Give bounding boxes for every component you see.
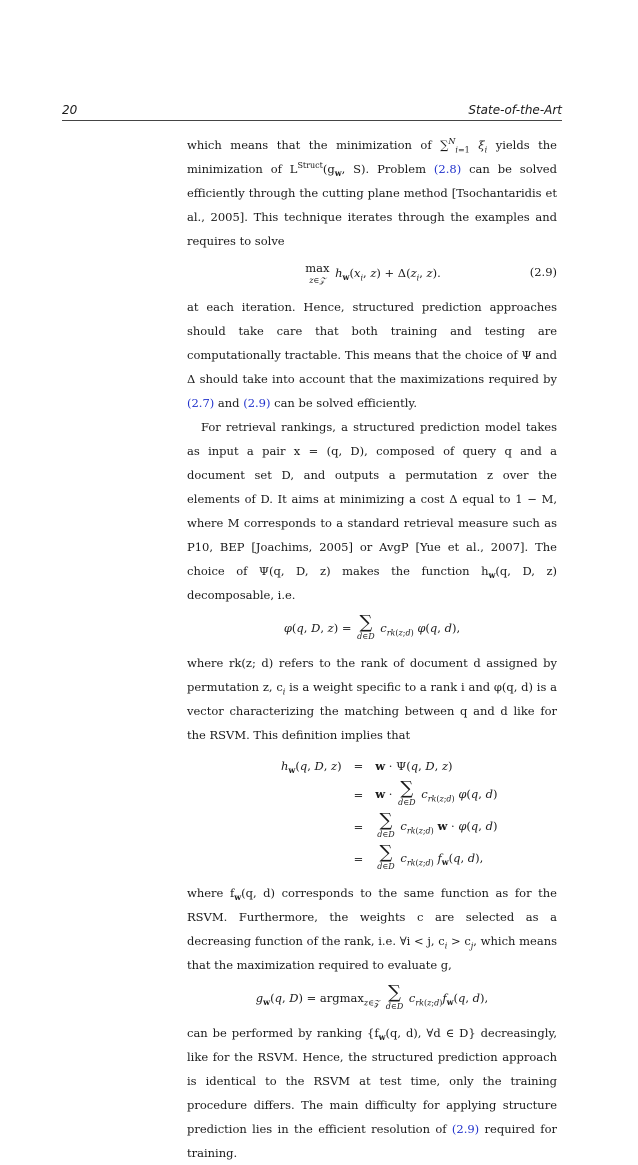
paragraph-4: where rk(z; d) refers to the rank of document d assigned by permutation z, $c_i$ is a weight specific to a rank i and φ(q, d) is a vector characterizing the matching between q and d like for the RSVM. This definition implies that — [187, 656, 557, 742]
equation-h-expansion: $h_w(q$, D, z) = w · Ψ(q, D, z) = w · ∑ d∈D $c_{rk(z;d)}$ φ(q, d) = ∑ d∈D $c_{rk(z;d)}$ w · φ(q, d) = ∑ d∈D $c_{rk(z;d)}$ $f_w(q$, d), — [281, 759, 498, 871]
ref-eq-2-9[interactable]: (2.9) — [243, 396, 271, 410]
paragraph-1: which means that the minimization of ∑$^N_{i=1}$ $\xi_i$ yields the minimization of $L^{Struct}(g_w$, S). Problem (2.8) can be solved efficiently through the cutting plane method [Tsochantaridis et al., 2005]. This technique iterates through the examples and requires to solve — [187, 137, 557, 248]
equation-phi: φ(q, D, z) = ∑ d∈D $c_{rk(z;d)}$ φ(q, d), — [283, 612, 461, 641]
equation-number: (2.9) — [529, 265, 557, 279]
header-rule — [62, 120, 562, 121]
equation-g: $g_w(q$, D) = argmax$_{z\in 𝒵}$ ∑ d∈D $c_{rk(z;d)}f_w(q$, d), — [255, 982, 489, 1011]
paragraph-2: at each iteration. Hence, structured prediction approaches should take care that both training and testing are computationally tractable. This means that the choice of Ψ and Δ should take into account that the maximizations required by (2.7) and (2.9) can be solved efficiently. — [187, 300, 557, 410]
ref-eq-2-8[interactable]: (2.8) — [433, 162, 462, 176]
paragraph-3: For retrieval rankings, a structured prediction model takes as input a pair x = (q, D), composed of query q and a document set D, and outputs a permutation z over the elements of D. It aims at minimizing a cost Δ equal to 1 − M, where M corresponds to a standard retrieval measure such as P10, BEP [Joachims, 2005] or AvgP [Yue et al., 2007]. The choice of Ψ(q, D, z) makes the function $h_w(q$, D, z) decomposable, i.e. — [187, 420, 557, 602]
paragraph-6: can be performed by ranking {$f_w(q$, d), ∀d ∈ D} decreasingly, like for the RSVM. Hence, the structured prediction approach is identical to the RSVM at test time, only the training procedure differs. The main difficulty for applying structure prediction lies in the efficient resolution of (2.9) required for training. — [187, 1026, 557, 1160]
chapter-title: State-of-the-Art — [468, 103, 562, 117]
page-number: 20 — [62, 103, 78, 117]
ref-eq-2-7[interactable]: (2.7) — [187, 396, 215, 410]
page-body — [187, 133, 557, 1165]
paragraph-5: where $f_w(q$, d) corresponds to the same function as for the RSVM. Furthermore, the weights c are selected as a decreasing function of the rank, i.e. ∀i < j, $c_i > c_j$, which means that the maximization required to evaluate g, — [187, 886, 558, 972]
ref-eq-2-9-b[interactable]: (2.9) — [451, 1122, 480, 1136]
equation-2-9: max z∈𝒵 $h_w(x_i$, $z) + \Delta(z_i$, z). (2.9) — [305, 261, 557, 285]
sum-xi: ∑$^N_{i=1}$ $\xi_i$ — [440, 137, 488, 155]
